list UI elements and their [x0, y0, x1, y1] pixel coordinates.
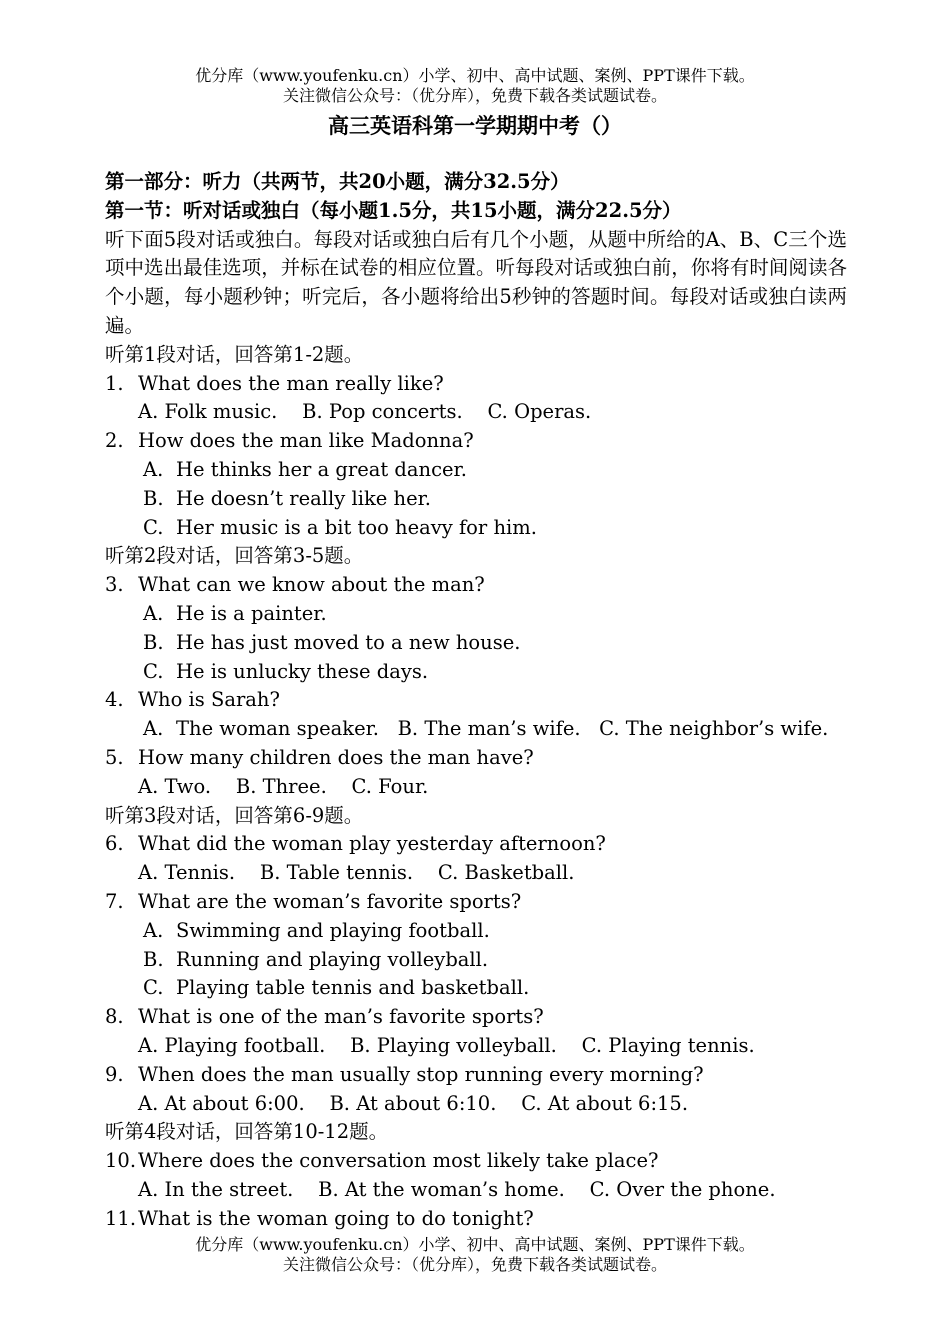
- header-line-2: 关注微信公众号：（优分库），免费下载各类试题试卷。: [282, 86, 667, 105]
- question-number: 5.: [105, 745, 124, 769]
- header-line-1: 优分库（www.youfenku.cn）小学、初中、高中试题、案例、PPT课件下载。: [195, 66, 755, 85]
- option-label: C.: [143, 515, 164, 539]
- option-c: [105, 514, 847, 543]
- option-label: C.: [143, 659, 164, 683]
- question-text: What did the woman play yesterday afternoon?: [138, 832, 606, 856]
- question-2: [105, 427, 847, 456]
- question-number: 7.: [105, 889, 124, 913]
- question-6-options: A. Tennis. B. Table tennis. C. Basketball.: [138, 861, 575, 885]
- option-label: B.: [143, 947, 164, 971]
- option-text: The woman speaker. B. The man’s wife. C. The neighbor’s wife.: [176, 717, 829, 741]
- option-text: He thinks her a great dancer.: [176, 457, 467, 481]
- option-label: A.: [143, 717, 164, 741]
- question-8: [105, 1003, 847, 1032]
- question-9-options: A. At about 6:00. B. At about 6:10. C. At about 6:15.: [138, 1091, 689, 1115]
- question-number: 4.: [105, 688, 124, 712]
- option-text: Playing table tennis and basketball.: [176, 976, 530, 1000]
- question-9: [105, 1061, 847, 1090]
- option-b: [105, 946, 847, 975]
- question-5: [105, 744, 847, 773]
- option-text: He is unlucky these days.: [176, 659, 429, 683]
- question-10-options: A. In the street. B. At the woman’s home. C. Over the phone.: [138, 1177, 776, 1201]
- footer-line-1: 优分库（www.youfenku.cn）小学、初中、高中试题、案例、PPT课件下载。: [195, 1235, 755, 1254]
- instructions-paragraph: 听下面5段对话或独白。每段对话或独白后有几个小题，从题中所给的A、B、C三个选项中选出最佳选项，并标在试卷的相应位置。听每段对话或独白前，你将有时间阅读各个小题，每小题秒钟；听完后，各小题将给出5秒钟的答题时间。每段对话或独白读两遍。: [105, 227, 847, 337]
- question-7: [105, 888, 847, 917]
- option-a: [105, 456, 847, 485]
- question-1-options: A. Folk music. B. Pop concerts. C. Operas.: [138, 400, 592, 424]
- option-text: He is a painter.: [176, 601, 327, 625]
- question-number: 3.: [105, 573, 124, 597]
- question-text: When does the man usually stop running every morning?: [138, 1062, 704, 1086]
- option-label: B.: [143, 630, 164, 654]
- option-label: A.: [143, 918, 164, 942]
- question-number: 8.: [105, 1005, 124, 1029]
- option-text: Swimming and playing football.: [176, 918, 490, 942]
- question-text: What can we know about the man?: [138, 573, 485, 597]
- question-11: [105, 1205, 847, 1234]
- dialogue-heading: 听第1段对话，回答第1-2题。: [105, 342, 364, 366]
- question-4: [105, 686, 847, 715]
- part-heading: 第一部分：听力（共两节，共20小题，满分32.5分）: [105, 170, 570, 193]
- option-a: [105, 917, 847, 946]
- question-5-options: A. Two. B. Three. C. Four.: [138, 774, 429, 798]
- dialogue-heading: 听第4段对话，回答第10-12题。: [105, 1120, 389, 1144]
- question-4-options: [105, 715, 847, 744]
- option-b: [105, 485, 847, 514]
- option-label: A.: [143, 457, 164, 481]
- option-label: C.: [143, 976, 164, 1000]
- question-text: What are the woman’s favorite sports?: [138, 889, 522, 913]
- option-c: [105, 974, 847, 1003]
- section-heading: 第一节：听对话或独白（每小题1.5分，共15小题，满分22.5分）: [105, 198, 682, 222]
- dialogue-heading: 听第2段对话，回答第3-5题。: [105, 544, 364, 568]
- option-b: [105, 629, 847, 658]
- option-text: Running and playing volleyball.: [176, 947, 489, 971]
- footer-line-2: 关注微信公众号：（优分库），免费下载各类试题试卷。: [282, 1255, 667, 1274]
- option-text: He doesn’t really like her.: [176, 486, 431, 510]
- question-text: Who is Sarah?: [138, 688, 280, 712]
- question-text: What is one of the man’s favorite sports?: [138, 1005, 544, 1029]
- option-c: [105, 658, 847, 687]
- question-number: 11.: [105, 1206, 137, 1230]
- exam-title: 高三英语科第一学期期中考（）: [328, 113, 622, 138]
- question-number: 1.: [105, 371, 124, 395]
- question-number: 10.: [105, 1149, 137, 1173]
- question-1: [105, 370, 847, 399]
- question-10: [105, 1147, 847, 1176]
- question-text: Where does the conversation most likely take place?: [138, 1149, 659, 1173]
- question-number: 9.: [105, 1062, 124, 1086]
- question-text: What does the man really like?: [138, 371, 444, 395]
- option-label: B.: [143, 486, 164, 510]
- option-label: A.: [143, 601, 164, 625]
- exam-content: [105, 168, 847, 1233]
- page-footer: [0, 1235, 950, 1275]
- question-6: [105, 830, 847, 859]
- dialogue-heading: 听第3段对话，回答第6-9题。: [105, 803, 364, 827]
- option-text: Her music is a bit too heavy for him.: [176, 515, 537, 539]
- question-text: How does the man like Madonna?: [138, 429, 474, 453]
- question-3: [105, 571, 847, 600]
- question-text: How many children does the man have?: [138, 745, 534, 769]
- question-number: 2.: [105, 429, 124, 453]
- question-text: What is the woman going to do tonight?: [138, 1206, 534, 1230]
- page-header: [0, 66, 950, 106]
- option-a: [105, 600, 847, 629]
- question-number: 6.: [105, 832, 124, 856]
- question-8-options: A. Playing football. B. Playing volleyball. C. Playing tennis.: [138, 1033, 755, 1057]
- option-text: He has just moved to a new house.: [176, 630, 521, 654]
